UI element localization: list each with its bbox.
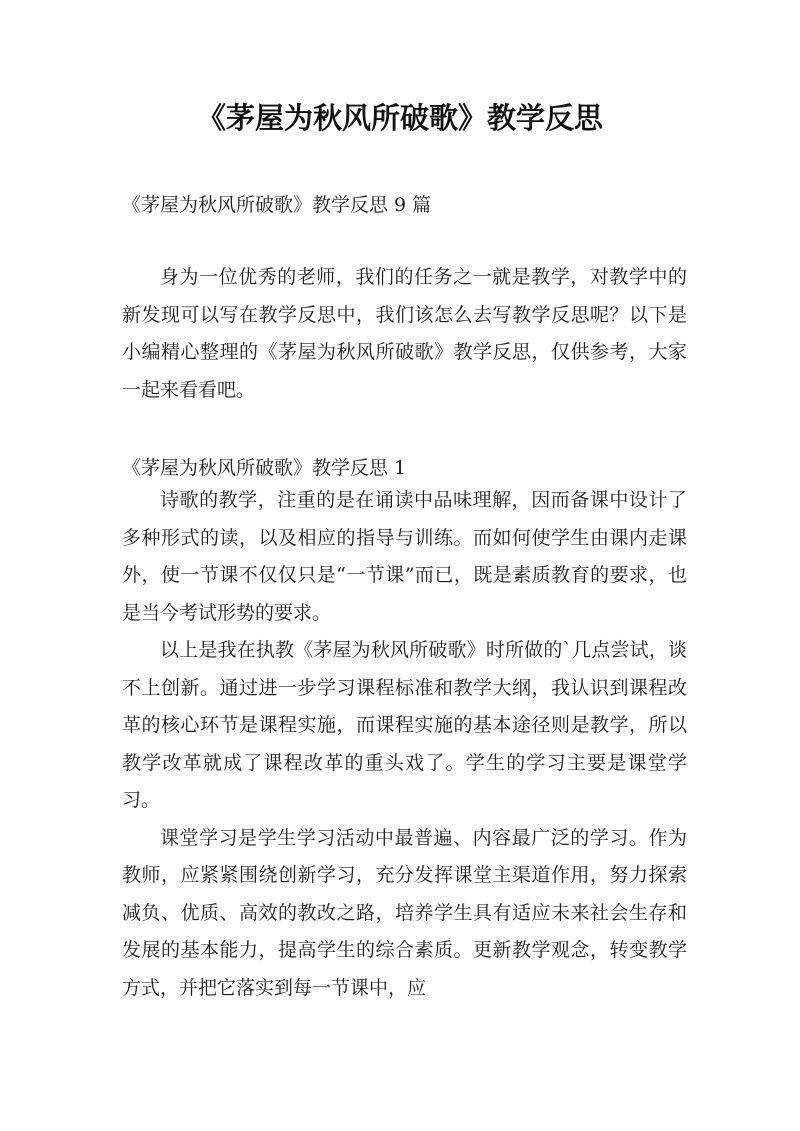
intro-section	[122, 259, 687, 409]
document-subtitle: 《茅屋为秋风所破歌》教学反思 9 篇	[122, 194, 432, 216]
intro-paragraph: 身为一位优秀的老师，我们的任务之一就是教学，对教学中的新发现可以写在教学反思中，我们该怎么去写教学反思呢？以下是小编精心整理的《茅屋为秋风所破歌》教学反思，仅供参考，大家一起来看看吧。	[122, 266, 687, 401]
section-body	[122, 482, 687, 1007]
document-title: 《茅屋为秋风所破歌》教学反思	[196, 101, 603, 135]
section-paragraph-3: 课堂学习是学生学习活动中最普遍、内容最广泛的学习。作为教师，应紧紧围绕创新学习，充分发挥课堂主渠道作用，努力探索减负、优质、高效的教改之路，培养学生具有适应未来社会生存和发展的基本能力，提高学生的综合素质。更新教学观念，转变教学方式，并把它落实到每一节课中，应	[122, 826, 687, 999]
section-heading: 《茅屋为秋风所破歌》教学反思 1	[122, 457, 407, 479]
section-paragraph-2: 以上是我在执教《茅屋为秋风所破歌》时所做的`几点尝试，谈不上创新。通过进一步学习课程标准和教学大纲，我认识到课程改革的核心环节是课程实施，而课程实施的基本途径则是教学，所以教学改革就成了课程改革的重头戏了。学生的学习主要是课堂学习。	[122, 639, 687, 811]
section-paragraph-1: 诗歌的教学，注重的是在诵读中品味理解，因而备课中设计了多种形式的读，以及相应的指导与训练。而如何使学生由课内走课外，使一节课不仅仅只是“一节课”而已，既是素质教育的要求，也是当今考试形势的要求。	[122, 489, 687, 624]
